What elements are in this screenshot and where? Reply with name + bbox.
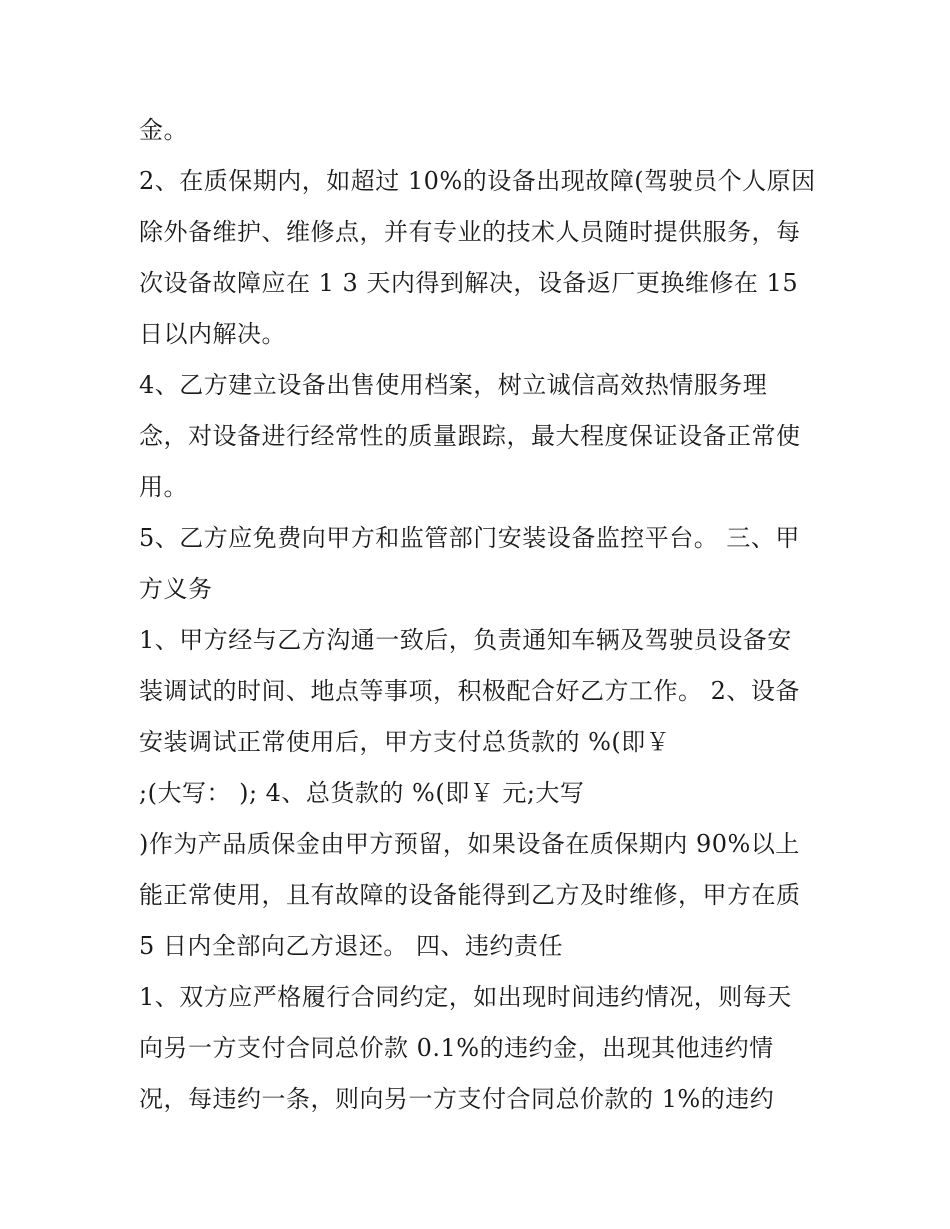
text-line: 况，每违约一条，则向另一方支付合同总价款的 1%的违约 bbox=[139, 1085, 775, 1113]
text-line: 次设备故障应在 1 3 天内得到解决，设备返厂更换维修在 15 bbox=[139, 269, 799, 297]
text-line: )作为产品质保金由甲方预留，如果设备在质保期内 90%以上 bbox=[139, 830, 800, 858]
text-line: 2、在质保期内，如超过 10%的设备出现故障(驾驶员个人原因 bbox=[139, 167, 816, 195]
contract-text bbox=[139, 108, 829, 1128]
text-line: 向另一方支付合同总价款 0.1%的违约金，出现其他违约情 bbox=[139, 1034, 774, 1062]
text-line: 4、乙方建立设备出售使用档案，树立诚信高效热情服务理 bbox=[139, 371, 768, 399]
text-line: 金。 bbox=[139, 116, 188, 144]
text-line: 安装调试正常使用后，甲方支付总货款的 %(即￥ bbox=[139, 728, 671, 756]
text-line: 念，对设备进行经常性的质量跟踪，最大程度保证设备正常使 bbox=[139, 422, 801, 450]
text-line: 方义务 bbox=[139, 575, 213, 603]
text-line: 1、双方应严格履行合同约定，如出现时间违约情况，则每天 bbox=[139, 983, 792, 1011]
text-line: 能正常使用，且有故障的设备能得到乙方及时维修，甲方在质 bbox=[139, 881, 801, 909]
text-line: 装调试的时间、地点等事项，积极配合好乙方工作。 2、设备 bbox=[139, 677, 800, 705]
text-line: 除外备维护、维修点，并有专业的技术人员随时提供服务，每 bbox=[139, 218, 801, 246]
text-line: 日以内解决。 bbox=[139, 320, 286, 348]
text-line: 5 日内全部向乙方退还。 四、违约责任 bbox=[139, 932, 564, 960]
text-line: ;(大写： ); 4、总货款的 %(即￥ 元;大写 bbox=[139, 779, 585, 807]
text-line: 用。 bbox=[139, 473, 188, 501]
text-line: 5、乙方应免费向甲方和监管部门安装设备监控平台。 三、甲 bbox=[139, 524, 800, 552]
text-line: 1、甲方经与乙方沟通一致后，负责通知车辆及驾驶员设备安 bbox=[139, 626, 792, 654]
